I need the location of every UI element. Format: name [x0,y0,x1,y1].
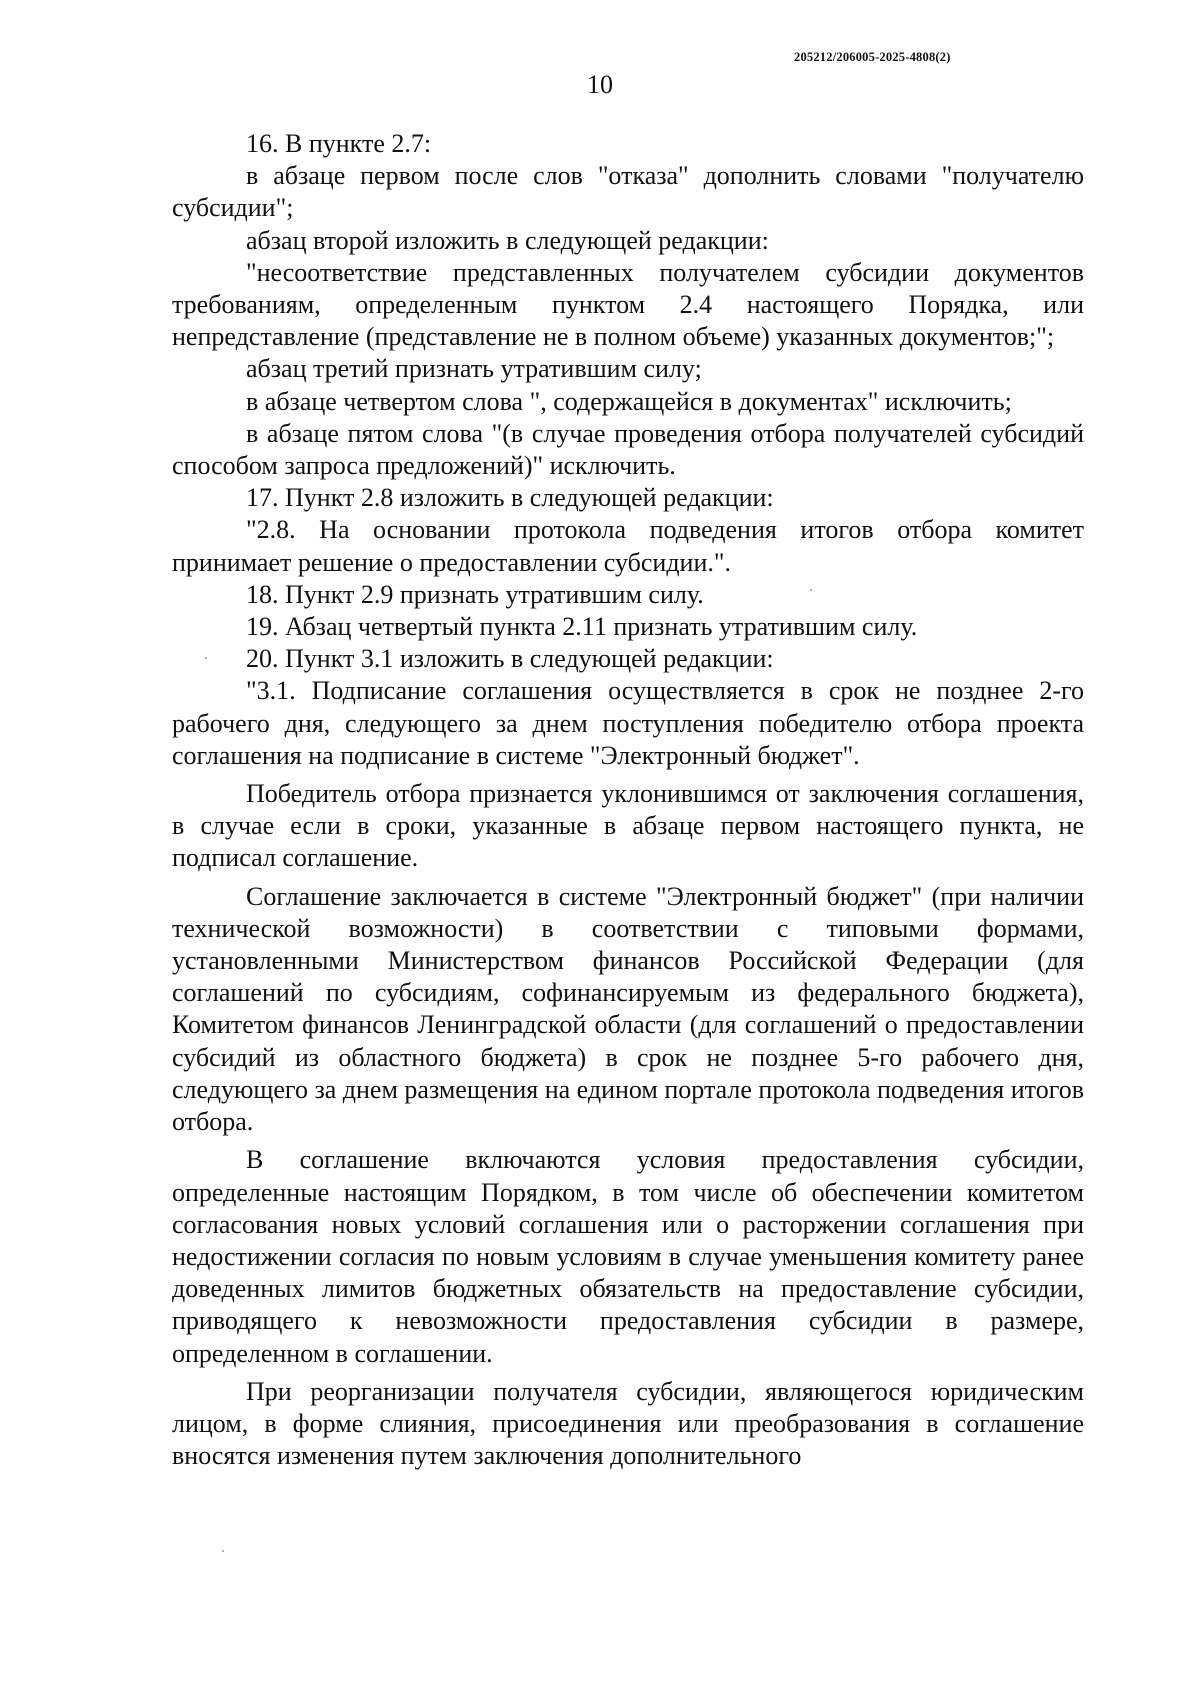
page-number: 10 [587,70,613,99]
paragraph: Соглашение заключается в системе "Электронный бюджет" (при наличии технической возможности) в соответствии с типовыми формами, установленными Министерством финансов Российской Федерации (для соглашений по субсидиям, софинансируемым из федерального бюджета), Комитетом финансов Ленинградской области (для соглашений о предоставлении субсидий из областного бюджета) в срок не позднее 5-го рабочего дня, следующего за днем размещения на едином портале протокола подведения итогов отбора. [172,881,1084,1137]
paragraph: в абзаце пятом слова "(в случае проведения отбора получателей субсидий способом запроса предложений)" исключить. [172,418,1084,481]
paragraph: "3.1. Подписание соглашения осуществляется в срок не позднее 2-го рабочего дня, следующего за днем поступления победителю отбора проекта соглашения на подписание в системе "Электронный бюджет". [172,676,1084,770]
document-id: 205212/206005-2025-4808(2) [794,50,951,64]
paragraph: При реорганизации получателя субсидии, являющегося юридическим лицом, в форме слияния, присоединения или преобразования в соглашение вносятся изменения путем заключения дополнительного [172,1376,1084,1471]
paragraph: 20. Пункт 3.1 изложить в следующей редакции: [246,644,774,674]
paragraph: В соглашение включаются условия предоставления субсидии, определенные настоящим Порядком, в том числе об обеспечении комитетом согласования новых условий соглашения или о расторжении соглашения при недостижении согласия по новым условиям в случае уменьшения комитету ранее доведенных лимитов бюджетных обязательств на предоставление субсидии, приводящего к невозможности предоставления субсидии в размере, определенном в соглашении. [172,1145,1084,1368]
paragraph: абзац второй изложить в следующей редакции: [246,225,769,255]
scan-speck [205,657,207,659]
paragraph: Победитель отбора признается уклонившимся от заключения соглашения, в случае если в сроки, указанные в абзаце первом настоящего пункта, не подписал соглашение. [172,779,1084,873]
paragraph: в абзаце четвертом слова ", содержащейся в документах" исключить; [246,386,1012,416]
paragraph: абзац третий признать утратившим силу; [246,354,702,384]
paragraph: 19. Абзац четвертый пункта 2.11 признать утратившим силу. [246,612,918,642]
paragraph: 16. В пункте 2.7: [246,129,432,158]
document-body [172,128,1084,1472]
scan-speck [222,1550,224,1552]
paragraph: "несоответствие представленных получателем субсидии документов требованиям, определенным пунктом 2.4 настоящего Порядка, или непредставление (представление не в полном объеме) указанных документов;"; [172,257,1084,352]
paragraph: в абзаце первом после слов "отказа" дополнить словами "получателю субсидии"; [172,161,1084,223]
paragraph: 17. Пункт 2.8 изложить в следующей редакции: [246,483,774,513]
scan-speck [810,589,812,591]
paragraph: "2.8. На основании протокола подведения итогов отбора комитет принимает решение о предоставлении субсидии.". [172,515,1084,577]
paragraph: 18. Пункт 2.9 признать утратившим силу. [246,579,704,609]
